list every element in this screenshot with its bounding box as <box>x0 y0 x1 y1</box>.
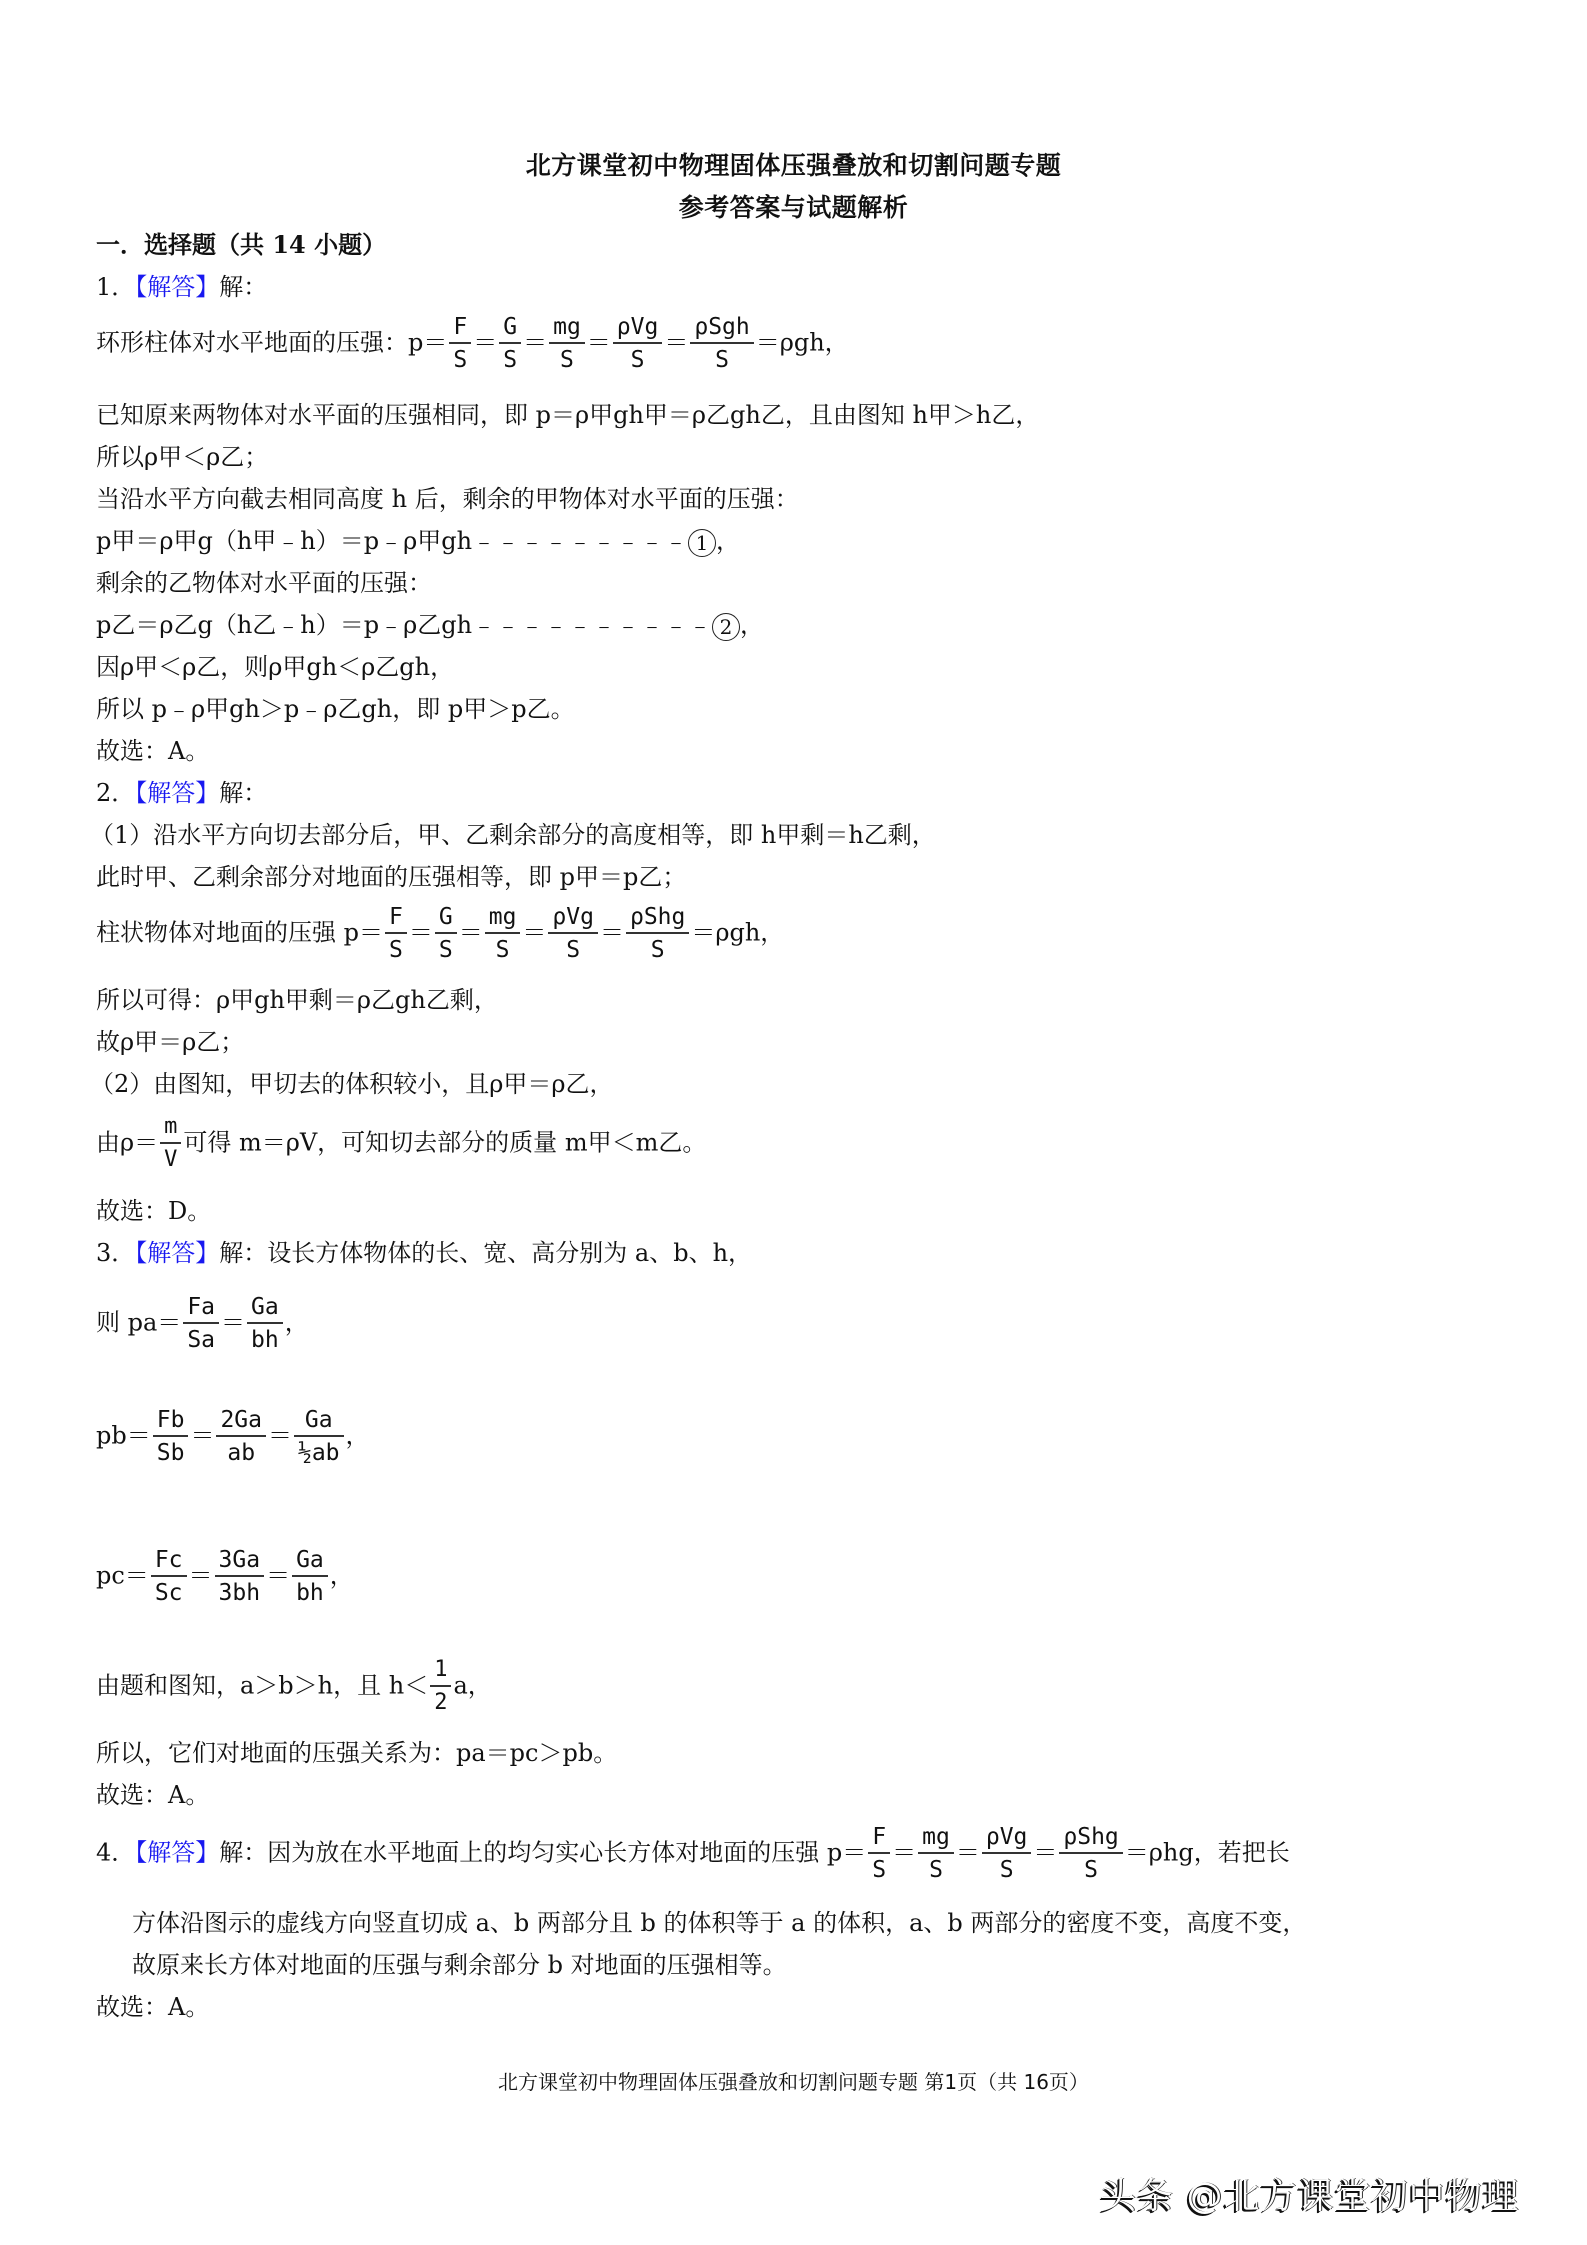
q1-line3: 所以ρ甲＜ρ乙； <box>96 443 269 471</box>
answer-tag-link[interactable]: 【解答】 <box>135 1838 220 1867</box>
q3-condition: 由题和图知，a＞b＞h，且 h＜ $\frac{1}{2}$ a， <box>96 1657 492 1715</box>
q3-header: 3．【解答】解：设长方体物体的长、宽、高分别为 a、b、h， <box>96 1239 753 1267</box>
answer-tag-link[interactable]: 【解答】 <box>135 779 220 807</box>
circled-number-1: 1 <box>688 529 716 557</box>
q2-line1: （1）沿水平方向切去部分后，甲、乙剩余部分的高度相等，即 h甲剩＝h乙剩， <box>90 821 936 849</box>
q2-formula-line: 柱状物体对地面的压强 p＝ $\frac{F}{S}$ ＝ $\frac{G}{S}$ ＝ $\frac{mg}{S}$ ＝ $\frac{\text{ρVg}}{S}$ ＝ $\frac{\text{ρShg}}{S}$ ＝ρgh， <box>96 904 785 963</box>
q1-line7: p乙＝ρ乙g（h乙﹣h）＝p﹣ρ乙gh﹣﹣﹣﹣﹣﹣﹣﹣﹣﹣ 2 ， <box>96 611 765 639</box>
section-heading: 一．选择题（共 14 小题） <box>96 230 387 259</box>
q1-lead: 解： <box>219 273 268 301</box>
q1-header <box>96 272 267 302</box>
q3-answer: 故选：A。 <box>96 1781 210 1809</box>
q1-formula-line: 环形柱体对水平地面的压强：p＝ $\frac{F}{S}$ ＝ $\frac{G}{S}$ ＝ $\frac{mg}{S}$ ＝ $\frac{\text{ρVg}}{S}$ ＝ $\frac{\text{ρSgh}}{S}$ ＝ρgh， <box>96 314 849 373</box>
q3-pb-formula: pb＝ $\frac{Fb}{Sb}$ ＝ $\frac{2Ga}{ab}$ ＝ $\frac{Ga}{\text{½ab}}$ ， <box>96 1407 370 1466</box>
q2-line4: 所以可得：ρ甲gh甲剩＝ρ乙gh乙剩， <box>96 986 498 1014</box>
q2-line6: （2）由图知，甲切去的体积较小，且ρ甲＝ρ乙， <box>90 1070 614 1098</box>
q1-line2: 已知原来两物体对水平面的压强相同，即 p＝ρ甲gh甲＝ρ乙gh乙，且由图知 h甲＞h乙， <box>96 401 1040 429</box>
q1-line4: 当沿水平方向截去相同高度 h 后，剩余的甲物体对水平面的压强： <box>96 485 799 513</box>
q1-answer: 故选：A。 <box>96 737 210 765</box>
q4-answer: 故选：A。 <box>96 1993 210 2021</box>
q1-number: 1． <box>96 273 136 301</box>
document-title: 北方课堂初中物理固体压强叠放和切割问题专题 <box>525 151 1062 180</box>
q3-number: 3． <box>96 1239 136 1267</box>
q1-line8: 因ρ甲＜ρ乙，则ρ甲gh＜ρ乙gh， <box>96 653 455 681</box>
q3-conclusion: 所以，它们对地面的压强关系为：pa＝pc＞pb。 <box>96 1739 618 1767</box>
q4-line3: 故原来长方体对地面的压强与剩余部分 b 对地面的压强相等。 <box>132 1951 787 1979</box>
q2-line2: 此时甲、乙剩余部分对地面的压强相等，即 p甲＝p乙； <box>96 863 687 891</box>
page-footer: 北方课堂初中物理固体压强叠放和切割问题专题 第1页（共 16页） <box>498 2070 1089 2094</box>
q2-line7: 由ρ＝ $\frac{m}{V}$ 可得 m＝ρV，可知切去部分的质量 m甲＜m乙。 <box>96 1114 707 1172</box>
q1-formula-text: 环形柱体对水平地面的压强：p＝ <box>96 328 448 357</box>
answer-tag-link[interactable]: 【解答】 <box>135 1239 220 1267</box>
q1-line6: 剩余的乙物体对水平面的压强： <box>96 569 432 597</box>
q2-number: 2． <box>96 779 136 807</box>
circled-number-2: 2 <box>712 613 740 641</box>
q4-line2: 方体沿图示的虚线方向竖直切成 a、b 两部分且 b 的体积等于 a 的体积，a、b 两部分的密度不变，高度不变， <box>132 1909 1307 1937</box>
answer-tag-link[interactable]: 【解答】 <box>135 273 220 301</box>
document-subtitle: 参考答案与试题解析 <box>678 193 909 222</box>
q1-line5: p甲＝ρ甲g（h甲﹣h）＝p﹣ρ甲gh﹣﹣﹣﹣﹣﹣﹣﹣﹣ 1 ， <box>96 527 741 555</box>
q2-answer: 故选：D。 <box>96 1197 212 1225</box>
q2-header: 2．【解答】解： <box>96 779 268 807</box>
q3-pa-formula: 则 pa＝ $\frac{Fa}{Sa}$ ＝ $\frac{Ga}{bh}$ ， <box>96 1294 309 1353</box>
q1-line9: 所以 p﹣ρ甲gh＞p﹣ρ乙gh，即 p甲＞p乙。 <box>96 695 575 723</box>
q4-formula-line: 4．【解答】解：因为放在水平地面上的均匀实心长方体对地面的压强 p＝ $\frac{F}{S}$ ＝ $\frac{mg}{S}$ ＝ $\frac{\text{ρVg}}{S}$ ＝ $\frac{\text{ρShg}}{S}$ ＝ρhg，若把长 <box>96 1824 1290 1883</box>
q3-pc-formula: pc＝ $\frac{Fc}{Sc}$ ＝ $\frac{3Ga}{3bh}$ ＝ $\frac{Ga}{bh}$ ， <box>96 1547 354 1606</box>
watermark: 头条 @北方课堂初中物理 <box>1100 2176 1520 2217</box>
q4-number: 4． <box>96 1838 136 1867</box>
q2-line5: 故ρ甲＝ρ乙； <box>96 1028 245 1056</box>
